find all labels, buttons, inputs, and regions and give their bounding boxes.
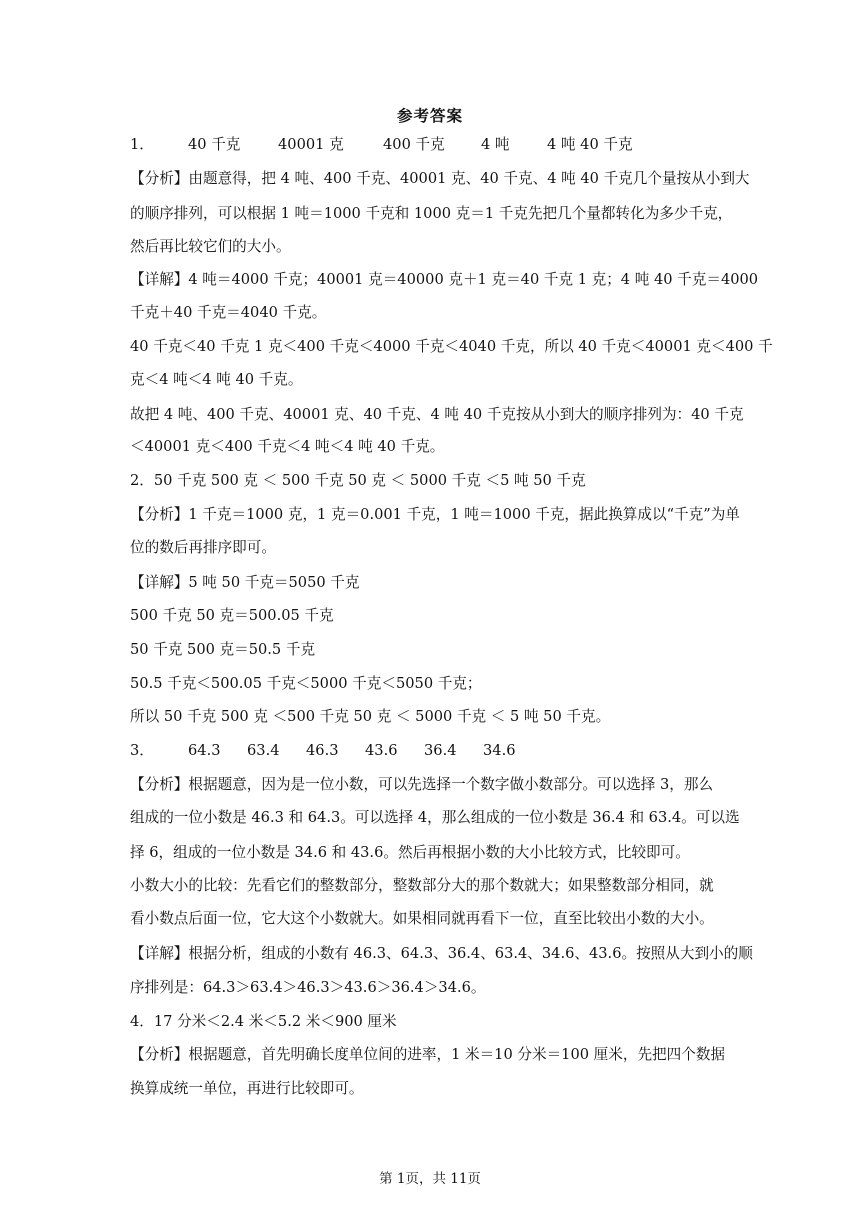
q1-answer-4: 4 吨 <box>481 136 510 153</box>
q1-answer-line <box>130 135 730 155</box>
q3-detail-line-2: 序排列是：64.3＞63.4＞46.3＞43.6＞36.4＞34.6。 <box>130 979 486 996</box>
q3-detail-line-1: 【详解】根据分析，组成的小数有 46.3、64.3、36.4、63.4、34.6、43.6。按照从大到小的顺 <box>130 945 753 962</box>
q4-analysis-line-1: 【分析】根据题意，首先明确长度单位间的进率，1 米＝10 分米＝100 厘米，先把四个数据 <box>130 1046 726 1063</box>
q3-answer-line <box>130 741 730 761</box>
q1-detail-line-2: 千克＋40 千克＝4040 千克。 <box>130 304 327 321</box>
q2-answer-line: 2．50 千克 500 克 ＜ 500 千克 50 克 ＜ 5000 千克 ＜5 吨 50 千克 <box>130 472 586 489</box>
page-footer: 第 1页，共 11页 <box>379 1171 481 1187</box>
q3-answer-4: 43.6 <box>365 742 398 759</box>
q3-analysis-line-5: 看小数点后面一位，它大这个小数就大。如果相同就再看下一位，直至比较出小数的大小。 <box>130 910 714 927</box>
q3-answer-6: 34.6 <box>483 742 516 759</box>
q2-analysis-line-2: 位的数后再排序即可。 <box>130 539 276 556</box>
q2-detail-line-1: 【详解】5 吨 50 千克＝5050 千克 <box>130 574 360 591</box>
q2-detail-line-5: 所以 50 千克 500 克 ＜500 千克 50 克 ＜ 5000 千克 ＜ 5 吨 50 千克。 <box>130 708 611 725</box>
q3-analysis-line-2: 组成的一位小数是 46.3 和 64.3。可以选择 4，那么组成的一位小数是 36.4 和 63.4。可以选 <box>130 809 740 826</box>
q1-answer-3: 400 千克 <box>383 136 445 153</box>
q2-analysis-line-1: 【分析】1 千克＝1000 克，1 克＝0.001 千克，1 吨＝1000 千克，据此换算成以“千克”为单 <box>130 506 740 523</box>
q3-number: 3． <box>130 742 154 759</box>
q4-answer-line: 4．17 分米＜2.4 米＜5.2 米＜900 厘米 <box>130 1013 397 1030</box>
q3-analysis-line-1: 【分析】根据题意，因为是一位小数，可以先选择一个数字做小数部分。可以选择 3，那么 <box>130 776 714 793</box>
q3-answer-1: 64.3 <box>188 742 221 759</box>
q3-answer-5: 36.4 <box>424 742 457 759</box>
q1-detail-line-1: 【详解】4 吨＝4000 千克；40001 克＝40000 克＋1 克＝40 千克 1 克；4 吨 40 千克＝4000 <box>130 271 759 288</box>
q2-detail-line-2: 500 千克 50 克＝500.05 千克 <box>130 607 334 624</box>
q4-analysis-line-2: 换算成统一单位，再进行比较即可。 <box>130 1080 364 1097</box>
q2-detail-line-3: 50 千克 500 克＝50.5 千克 <box>130 641 316 658</box>
q1-analysis-line-2: 的顺序排列，可以根据 1 吨＝1000 千克和 1000 克＝1 千克先把几个量都转化为多少千克， <box>130 205 733 222</box>
q1-answer-2: 40001 克 <box>278 136 344 153</box>
q2-detail-line-4: 50.5 千克＜500.05 千克＜5000 千克＜5050 千克； <box>130 675 482 692</box>
q3-analysis-line-3: 择 6，组成的一位小数是 34.6 和 43.6。然后再根据小数的大小比较方式，比较即可。 <box>130 844 690 861</box>
q3-analysis-line-4: 小数大小的比较：先看它们的整数部分，整数部分大的那个数就大；如果整数部分相同，就 <box>130 877 714 894</box>
q1-analysis-line-3: 然后再比较它们的大小。 <box>130 238 291 255</box>
q1-answer-1: 40 千克 <box>188 136 241 153</box>
q3-answer-2: 63.4 <box>247 742 280 759</box>
q1-detail-line-6: ＜40001 克＜400 千克＜4 吨＜4 吨 40 千克。 <box>130 438 445 455</box>
q1-answer-5: 4 吨 40 千克 <box>547 136 633 153</box>
q1-analysis-line-1: 【分析】由题意得，把 4 吨、400 千克、40001 克、40 千克、4 吨 40 千克几个量按从小到大 <box>130 170 750 187</box>
q1-detail-line-4: 克＜4 吨＜4 吨 40 千克。 <box>130 371 303 388</box>
page-title: 参考答案 <box>396 106 463 125</box>
q1-detail-line-3: 40 千克＜40 千克 1 克＜400 千克＜4000 千克＜4040 千克，所以 40 千克＜40001 克＜400 千 <box>130 338 773 355</box>
q1-detail-line-5: 故把 4 吨、400 千克、40001 克、40 千克、4 吨 40 千克按从小到大的顺序排列为：40 千克 <box>130 406 744 423</box>
q1-number: 1． <box>130 136 154 153</box>
q3-answer-3: 46.3 <box>306 742 339 759</box>
